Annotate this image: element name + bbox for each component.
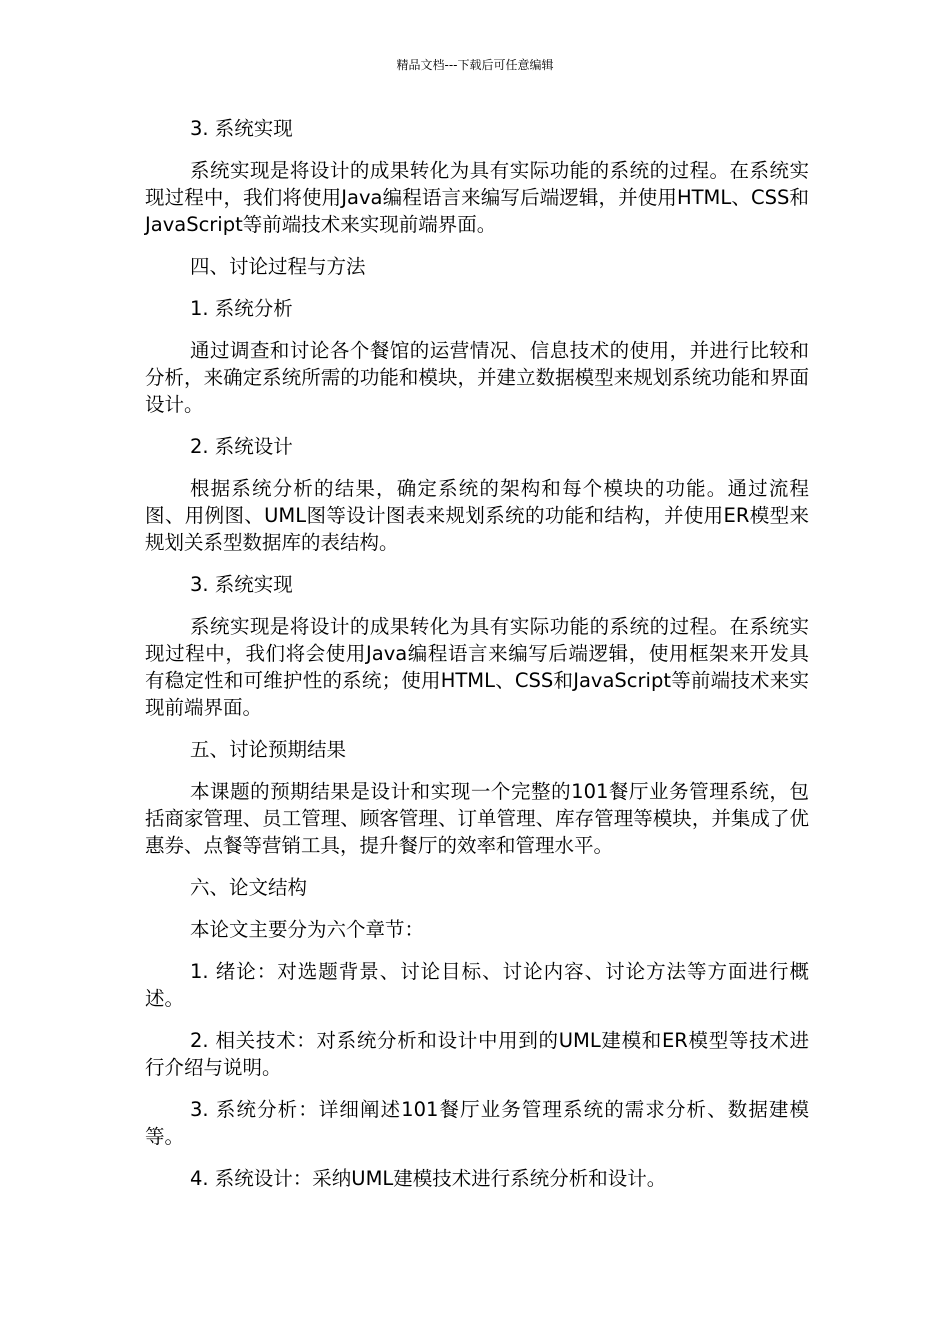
body-paragraph: 本论文主要分为六个章节： (190, 918, 425, 941)
section-heading-expected-results: 五、讨论预期结果 (190, 738, 347, 761)
body-paragraph: 系统实现是将设计的成果转化为具有实际功能的系统的过程。在系统实现过程中，我们将会使用Java编程语言来编写后端逻辑，使用框架来开发具有稳定性和可维护性的系统；使用HTML、CSS和JavaScript等前端技术来实现前端界面。 (145, 615, 809, 719)
body-paragraph: 根据系统分析的结果，确定系统的架构和每个模块的功能。通过流程图、用例图、UML图等设计图表来规划系统的功能和结构，并使用ER模型来规划关系型数据库的表结构。 (145, 477, 809, 554)
list-item-chapter-3: 3. 系统分析：详细阐述101餐厅业务管理系统的需求分析、数据建模等。 (145, 1098, 809, 1148)
section-heading-thesis-structure: 六、论文结构 (190, 876, 308, 899)
subsection-heading-system-design: 2. 系统设计 (190, 435, 293, 458)
body-paragraph: 系统实现是将设计的成果转化为具有实际功能的系统的过程。在系统实现过程中，我们将使用Java编程语言来编写后端逻辑，并使用HTML、CSS和JavaScript等前端技术来实现前端界面。 (145, 159, 809, 236)
subsection-heading-system-implementation: 3. 系统实现 (190, 573, 293, 596)
body-paragraph: 通过调查和讨论各个餐馆的运营情况、信息技术的使用，并进行比较和分析，来确定系统所需的功能和模块，并建立数据模型来规划系统功能和界面设计。 (145, 339, 809, 416)
subsection-heading-system-analysis: 1. 系统分析 (190, 297, 293, 320)
list-item-chapter-4: 4. 系统设计：采纳UML建模技术进行系统分析和设计。 (190, 1167, 667, 1190)
document-body (145, 115, 809, 1192)
page-header: 精品文档---下载后可任意编辑 (396, 58, 554, 72)
section-heading-system-implementation: 3. 系统实现 (190, 117, 293, 140)
list-item-chapter-2: 2. 相关技术：对系统分析和设计中用到的UML建模和ER模型等技术进行介绍与说明。 (145, 1029, 809, 1079)
list-item-chapter-1: 1. 绪论：对选题背景、讨论目标、讨论内容、讨论方法等方面进行概述。 (145, 960, 809, 1010)
section-heading-discussion-process: 四、讨论过程与方法 (190, 255, 366, 278)
body-paragraph: 本课题的预期结果是设计和实现一个完整的101餐厅业务管理系统，包括商家管理、员工管理、顾客管理、订单管理、库存管理等模块，并集成了优惠券、点餐等营销工具，提升餐厅的效率和管理水平。 (145, 780, 809, 857)
